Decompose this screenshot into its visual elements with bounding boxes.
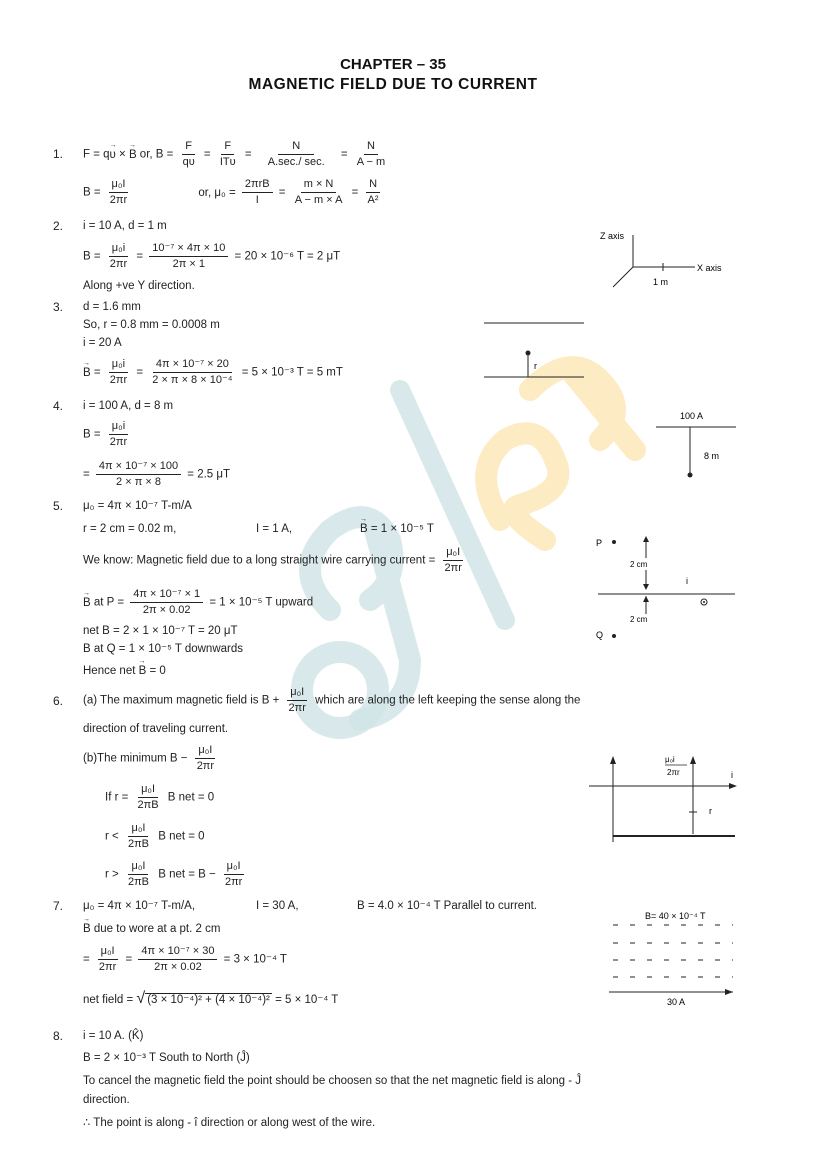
- q7-due: → B due to wore at a pt. 2 cm: [83, 922, 220, 936]
- q8-line1: i = 10 A. (K̂): [83, 1030, 144, 1042]
- q7-field-diagram: [605, 905, 745, 1010]
- distance-label: 1 m: [653, 277, 669, 287]
- radius-label: r: [534, 361, 537, 371]
- q5-B: → B = 1 × 10⁻⁵ T: [360, 522, 434, 536]
- q7-I: I = 30 A,: [256, 900, 299, 912]
- fig-numerator: μ₀i: [665, 755, 675, 764]
- q5-know: We know: Magnetic field due to a long straight wire carrying current = $\frac{\text{μ₀I}}{2\pi r}$: [83, 546, 462, 574]
- q4-eq2: = $\frac{\text{4π × 10⁻⁷ × 100}}{2 \times \pi \times 8}$ = 2.5 μT: [83, 460, 231, 488]
- cm-label-1: 2 cm: [630, 560, 648, 569]
- q5-bq: B at Q = 1 × 10⁻⁵ T downwards: [83, 643, 244, 655]
- q2-axis-diagram: [595, 225, 745, 295]
- q3-line1: d = 1.6 mm: [83, 301, 141, 313]
- q6-number: 6.: [53, 694, 64, 708]
- q8-line2: B = 2 × 10⁻³ T South to North (Ĵ): [83, 1052, 250, 1064]
- q7-net: net field = √ (3 × 10⁻⁴)² + (4 × 10⁻⁴)² = 5 × 10⁻⁴ T: [83, 990, 339, 1007]
- q5-bp: → B at P = $\frac{\text{4π × 10⁻⁷ × 1}}{2\pi \times 0.02}$ = 1 × 10⁻⁵ T upward: [83, 588, 313, 617]
- fig-denominator: 2πr: [667, 768, 680, 777]
- q8-line3: To cancel the magnetic field the point should be choosen so that the net magnetic field is along - Ĵ: [83, 1075, 582, 1087]
- q7-eq: = $\frac{\text{μ₀I}}{2\pi r}$ = $\frac{\text{4π × 10⁻⁷ × 30}}{2\pi \times 0.02}$ = 3 × 10⁻⁴ T: [83, 945, 287, 973]
- current-label: 100 A: [680, 411, 704, 421]
- q1-number: 1.: [53, 147, 64, 161]
- z-axis-label: Z axis: [600, 231, 625, 241]
- q2-direction: Along +ve Y direction.: [83, 280, 195, 292]
- q5-number: 5.: [53, 499, 64, 513]
- q1-line-a: F = q→ υ × → B or, B = $\frac{F}{q\upsilon}$ = $\frac{F}{\text{ITυ}}$ = $\frac{N}{A.\sec./ \sec.}$ = $\frac{N}{A - m}$: [83, 140, 391, 169]
- q5-r: r = 2 cm = 0.02 m,: [83, 523, 177, 535]
- watermark-text: oglen: [270, 330, 273, 331]
- x-axis-label: X axis: [697, 263, 722, 273]
- q3-line2: So, r = 0.8 mm = 0.0008 m: [83, 319, 220, 331]
- q4-wire-diagram: [650, 405, 750, 485]
- q8-line4: direction.: [83, 1094, 130, 1106]
- q5-I: I = 1 A,: [256, 523, 293, 535]
- q6-field-diagram: [585, 750, 745, 850]
- q6-b: (b)The minimum B − $\frac{\text{μ₀I}}{2\pi r}$: [83, 744, 215, 772]
- q5-mu: μ₀ = 4π × 10⁻⁷ T-m/A: [83, 500, 192, 512]
- q3-line3: i = 20 A: [83, 337, 122, 349]
- q3-number: 3.: [53, 300, 64, 314]
- fig-B-label: B= 40 × 10⁻⁴ T: [645, 911, 706, 921]
- q4-number: 4.: [53, 399, 64, 413]
- q2-given: i = 10 A, d = 1 m: [83, 220, 167, 232]
- q5-net: net B = 2 × 1 × 10⁻⁷ T = 20 μT: [83, 625, 238, 637]
- distance-label: 8 m: [704, 451, 720, 461]
- q6-if1: If r = $\frac{\text{μ₀I}}{2\pi B}$ B net = 0: [105, 783, 215, 811]
- q5-wire-diagram: [590, 530, 740, 650]
- q6-if2: r < $\frac{\text{μ₀I}}{2\pi B}$ B net = 0: [105, 822, 205, 850]
- q1-line-b: B = $\frac{\text{μ₀I}}{2\pi r}$ or, μ₀ = $\frac{\text{2πrB}}{I}$ = $\frac{m \times N}{A - m \times A}$ = $\frac{N}{\text{A²}}$: [83, 178, 379, 206]
- q7-number: 7.: [53, 899, 64, 913]
- q3-wire-diagram: [480, 315, 590, 385]
- q8-number: 8.: [53, 1029, 64, 1043]
- point-q-label: Q: [596, 630, 604, 640]
- point-p-label: P: [596, 538, 603, 548]
- chapter-number: CHAPTER – 35: [340, 56, 446, 73]
- q6-a: (a) The maximum magnetic field is B + $\frac{\text{μ₀I}}{2\pi r}$ which are along the left keeping the sense along the: [83, 686, 581, 714]
- q6-if3: r > $\frac{\text{μ₀I}}{2\pi B}$ B net = B − $\frac{\text{μ₀I}}{2\pi r}$: [105, 860, 243, 888]
- current-label: i: [686, 576, 688, 586]
- q5-hence: Hence net → B = 0: [83, 664, 166, 678]
- q4-given: i = 100 A, d = 8 m: [83, 400, 174, 412]
- q8-line5: ∴ The point is along - î direction or along west of the wire.: [83, 1117, 376, 1129]
- q4-eq1: B = $\frac{\text{μ₀i}}{2\pi r}$: [83, 420, 128, 448]
- fig-current: i: [731, 770, 733, 780]
- cm-label-2: 2 cm: [630, 615, 648, 624]
- q7-B: B = 4.0 × 10⁻⁴ T Parallel to current.: [357, 900, 537, 912]
- chapter-title: MAGNETIC FIELD DUE TO CURRENT: [248, 76, 538, 93]
- q7-mu: μ₀ = 4π × 10⁻⁷ T-m/A,: [83, 900, 196, 912]
- q3-equation: → B = $\frac{\text{μ₀i}}{2\pi r}$ = $\frac{\text{4π × 10⁻⁷ × 20}}{\text{2 × π × 8 × 10⁻⁴}}$ = 5 × 10⁻³ T = 5 mT: [83, 358, 343, 387]
- fig-r: r: [709, 806, 712, 816]
- q2-equation: B = $\frac{\text{μ₀i}}{2\pi r}$ = $\frac{\text{10⁻⁷ × 4π × 10}}{2\pi \times 1}$ = 20 × 10⁻⁶ T = 2 μT: [83, 242, 341, 270]
- fig-current-label: 30 A: [667, 997, 686, 1007]
- q6-a3: direction of traveling current.: [83, 723, 229, 735]
- q2-number: 2.: [53, 219, 64, 233]
